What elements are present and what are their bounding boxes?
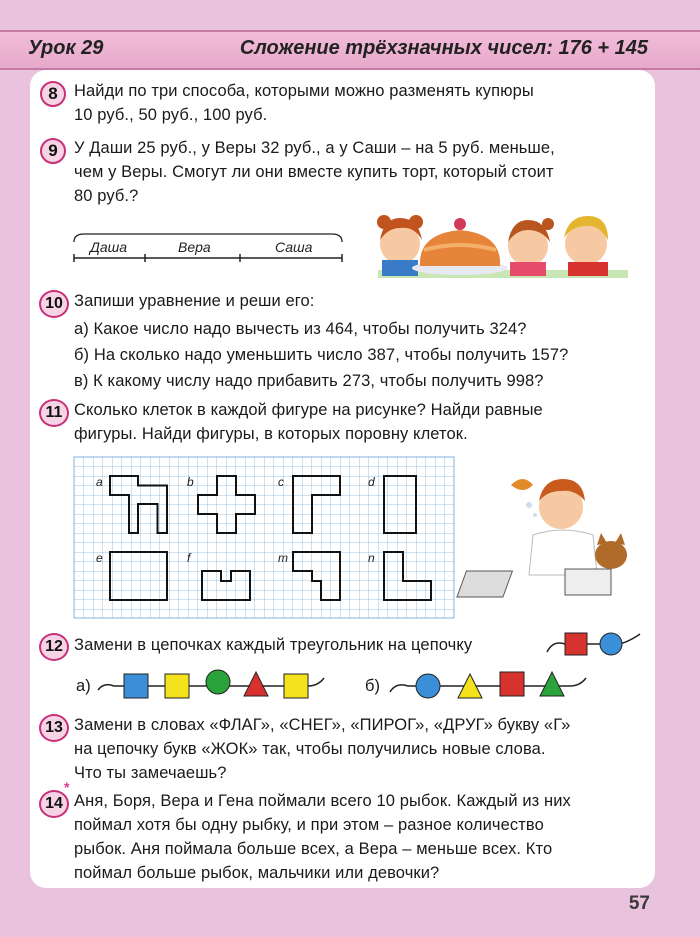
lesson-number: Урок 29 — [28, 37, 104, 59]
task-9-line-1: У Даши 25 руб., у Веры 32 руб., а у Саши – на 5 руб. меньше, — [74, 139, 555, 157]
task-13-line-2: на цепочку букв «ЖОК» так, чтобы получились новые слова. — [74, 740, 546, 758]
red-triangle-icon — [244, 672, 268, 696]
task-10-line-3: б) На сколько надо уменьшить число 387, чтобы получить 157? — [74, 346, 569, 364]
task-11-line-2: фигуры. Найди фигуры, в которых поровну клеток. — [74, 425, 468, 443]
task-10-line-1: Запиши уравнение и реши его: — [74, 292, 315, 310]
task-8-number: 8 — [40, 81, 66, 107]
chain-b — [390, 668, 590, 702]
task-9-line-2: чем у Веры. Смогут ли они вместе купить торт, который стоит — [74, 163, 554, 181]
money-segment-diagram — [70, 232, 360, 272]
yellow-square-icon — [165, 674, 189, 698]
task-9-number: 9 — [40, 138, 66, 164]
segment-label-sasha: Саша — [275, 239, 313, 255]
segment-label-vera: Вера — [178, 239, 211, 255]
cake-icon — [412, 218, 508, 275]
thinking-boy-illustration — [493, 465, 643, 605]
yellow-square-icon — [284, 674, 308, 698]
figure-label-d: d — [368, 475, 375, 489]
task-12-line-1: Замени в цепочках каждый треугольник на цепочку — [74, 636, 473, 654]
task-11-line-1: Сколько клеток в каждой фигуре на рисунке? Найди равные — [74, 401, 543, 419]
green-circle-icon — [206, 670, 230, 694]
task-10-line-4: в) К какому числу надо прибавить 273, чтобы получить 998? — [74, 372, 544, 390]
figure-label-n: n — [368, 551, 375, 565]
blue-square-icon — [124, 674, 148, 698]
task-9-line-3: 80 руб.? — [74, 187, 139, 205]
task-10-line-2: а) Какое число надо вычесть из 464, чтобы получить 324? — [74, 320, 527, 338]
boy-right-icon — [564, 216, 608, 276]
fish-icon — [511, 479, 533, 490]
figure-label-b: b — [187, 475, 194, 489]
task-12-label-b: б) — [365, 677, 381, 695]
task-8-line-2: 10 руб., 50 руб., 100 руб. — [74, 106, 268, 124]
figure-label-e: e — [96, 551, 103, 565]
red-square-icon — [500, 672, 524, 696]
blue-circle-icon — [416, 674, 440, 698]
task-13-number: 13 — [39, 714, 69, 742]
chain-a — [98, 668, 328, 702]
figure-label-f: f — [187, 551, 191, 565]
red-square-icon — [565, 633, 587, 655]
figure-label-a: a — [96, 475, 103, 489]
grid-paper — [74, 457, 454, 618]
figure-label-c: c — [278, 475, 284, 489]
lesson-header — [0, 30, 700, 70]
task-8-line-1: Найди по три способа, которыми можно разменять купюры — [74, 82, 534, 100]
girl-middle-icon — [508, 218, 554, 276]
task-13-line-3: Что ты замечаешь? — [74, 764, 227, 782]
task-14-line-2: поймал хотя бы одну рыбку, и при этом – разное количество — [74, 816, 544, 834]
page-number: 57 — [628, 893, 650, 914]
children-with-cake-illustration — [378, 200, 628, 280]
green-triangle-icon — [540, 672, 564, 696]
lesson-topic: Сложение трёхзначных чисел: 176 + 145 — [239, 37, 648, 59]
replacement-chain — [545, 630, 645, 660]
blue-circle-icon — [600, 633, 622, 655]
task-14-number: 14 — [39, 790, 69, 818]
task-10-number: 10 — [39, 290, 69, 318]
task-14-line-4: поймал больше рыбок, мальчики или девочки? — [74, 864, 440, 882]
grid-figures — [74, 457, 456, 621]
figure-label-m: m — [278, 551, 288, 565]
task-14-line-1: Аня, Боря, Вера и Гена поймали всего 10 рыбок. Каждый из них — [74, 792, 571, 810]
task-12-label-a: а) — [76, 677, 91, 695]
difficulty-star: * — [64, 779, 70, 795]
task-11-number: 11 — [39, 399, 69, 427]
task-12-number: 12 — [39, 633, 69, 661]
task-14-line-3: рыбок. Аня поймала больше всех, а Вера – меньше всех. Кто — [74, 840, 553, 858]
cat-icon — [595, 533, 627, 569]
segment-label-dasha: Даша — [90, 239, 128, 255]
task-13-line-1: Замени в словах «ФЛАГ», «СНЕГ», «ПИРОГ», «ДРУГ» букву «Г» — [74, 716, 571, 734]
